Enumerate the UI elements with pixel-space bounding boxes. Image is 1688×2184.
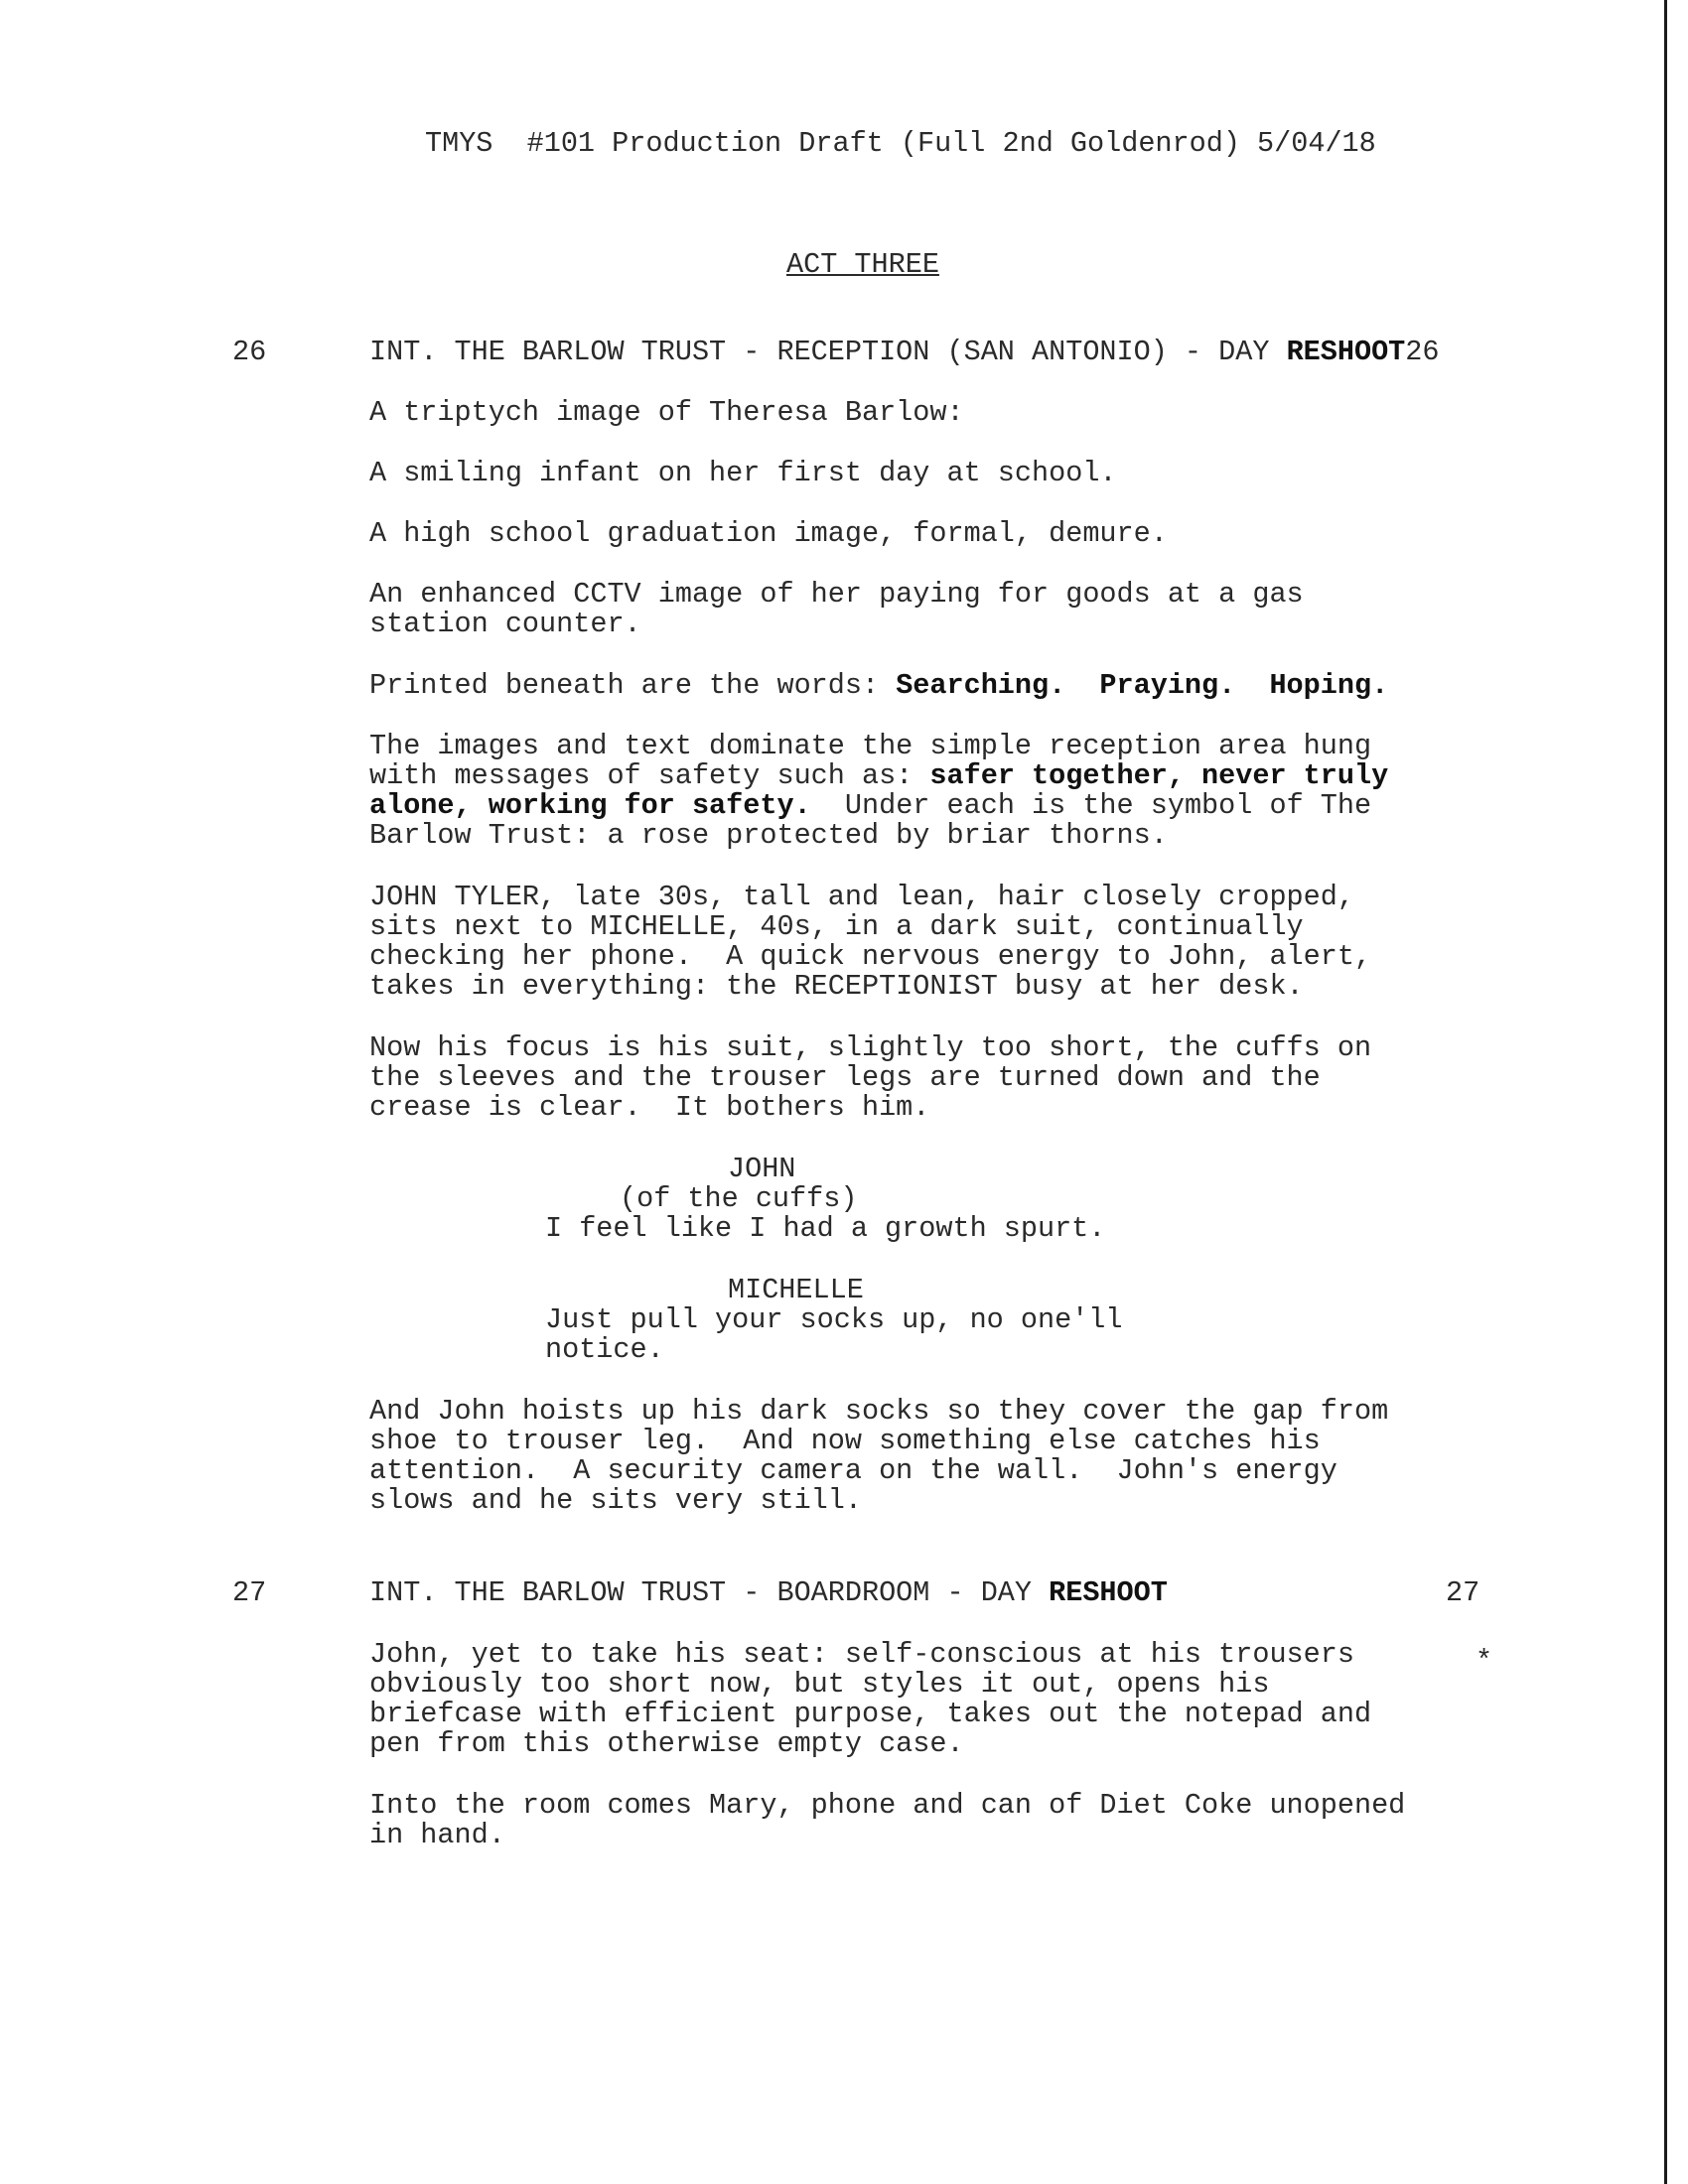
emphasis-text: Searching. Praying. Hoping. — [896, 669, 1389, 702]
page-header: TMYS #101 Production Draft (Full 2nd Goldenrod) 5/04/18 — [425, 127, 1376, 160]
action-line: A smiling infant on her first day at school. — [369, 457, 1117, 489]
action-line — [369, 671, 1388, 701]
action-line: John, yet to take his seat: self-conscious at his trousers — [369, 1638, 1354, 1671]
action-line: checking her phone. A quick nervous energy to John, alert, — [369, 940, 1372, 973]
action-line: A high school graduation image, formal, demure. — [369, 517, 1168, 550]
scene-heading — [369, 1578, 1168, 1608]
page-edge-line — [1664, 0, 1667, 2184]
action-line: station counter. — [369, 608, 641, 640]
reshoot-tag: RESHOOT — [1049, 1576, 1168, 1609]
action-line — [369, 761, 1388, 791]
scene-number-left: 26 — [232, 336, 267, 368]
action-line: attention. A security camera on the wall. John's energy — [369, 1454, 1337, 1487]
action-line: And John hoists up his dark socks so they cover the gap from — [369, 1395, 1389, 1428]
character-name: JOHN — [728, 1153, 796, 1185]
action-text: Under each is the symbol of The — [810, 789, 1372, 822]
scene-number-left: 27 — [232, 1576, 267, 1609]
action-line: The images and text dominate the simple reception area hung — [369, 730, 1372, 762]
action-line: sits next to MICHELLE, 40s, in a dark suit, continually — [369, 910, 1304, 943]
reshoot-tag: RESHOOT — [1286, 336, 1406, 368]
parenthetical: (of the cuffs) — [620, 1182, 858, 1215]
action-line: A triptych image of Theresa Barlow: — [369, 396, 964, 429]
action-line: An enhanced CCTV image of her paying for goods at a gas — [369, 578, 1304, 611]
emphasis-text: safer together, never truly — [929, 759, 1389, 792]
dialogue-line: notice. — [545, 1333, 664, 1366]
scene-heading — [369, 338, 1440, 367]
action-line: in hand. — [369, 1819, 505, 1851]
action-line: pen from this otherwise empty case. — [369, 1727, 964, 1760]
action-line — [369, 791, 1371, 821]
act-title: ACT THREE — [786, 248, 939, 281]
action-line: crease is clear. It bothers him. — [369, 1091, 930, 1124]
action-text: Printed beneath are the words: — [369, 669, 897, 702]
action-line: shoe to trouser leg. And now something else catches his — [369, 1425, 1321, 1457]
dialogue-line: I feel like I had a growth spurt. — [545, 1212, 1106, 1245]
character-name: MICHELLE — [728, 1274, 864, 1306]
dialogue-line: Just pull your socks up, no one'll — [545, 1303, 1123, 1336]
scene-number-right: 27 — [1446, 1576, 1480, 1609]
revision-mark: * — [1476, 1645, 1493, 1678]
action-line: Now his focus is his suit, slightly too short, the cuffs on — [369, 1031, 1372, 1064]
scene-heading-text: INT. THE BARLOW TRUST - RECEPTION (SAN ANTONIO) - DAY — [369, 336, 1287, 368]
action-line: slows and he sits very still. — [369, 1484, 862, 1517]
action-line: JOHN TYLER, late 30s, tall and lean, hair closely cropped, — [369, 881, 1354, 913]
scene-heading-text: INT. THE BARLOW TRUST - BOARDROOM - DAY — [369, 1576, 1050, 1609]
action-line: obviously too short now, but styles it out, opens his — [369, 1668, 1270, 1701]
action-line: takes in everything: the RECEPTIONIST busy at her desk. — [369, 970, 1304, 1003]
scene-number-right: 26 — [1405, 336, 1440, 368]
action-line: briefcase with efficient purpose, takes out the notepad and — [369, 1698, 1372, 1730]
action-text: with messages of safety such as: — [369, 759, 930, 792]
action-line: Into the room comes Mary, phone and can of Diet Coke unopened — [369, 1789, 1406, 1822]
action-line: Barlow Trust: a rose protected by briar thorns. — [369, 819, 1168, 852]
emphasis-text: alone, working for safety. — [369, 789, 811, 822]
action-line: the sleeves and the trouser legs are turned down and the — [369, 1061, 1321, 1094]
